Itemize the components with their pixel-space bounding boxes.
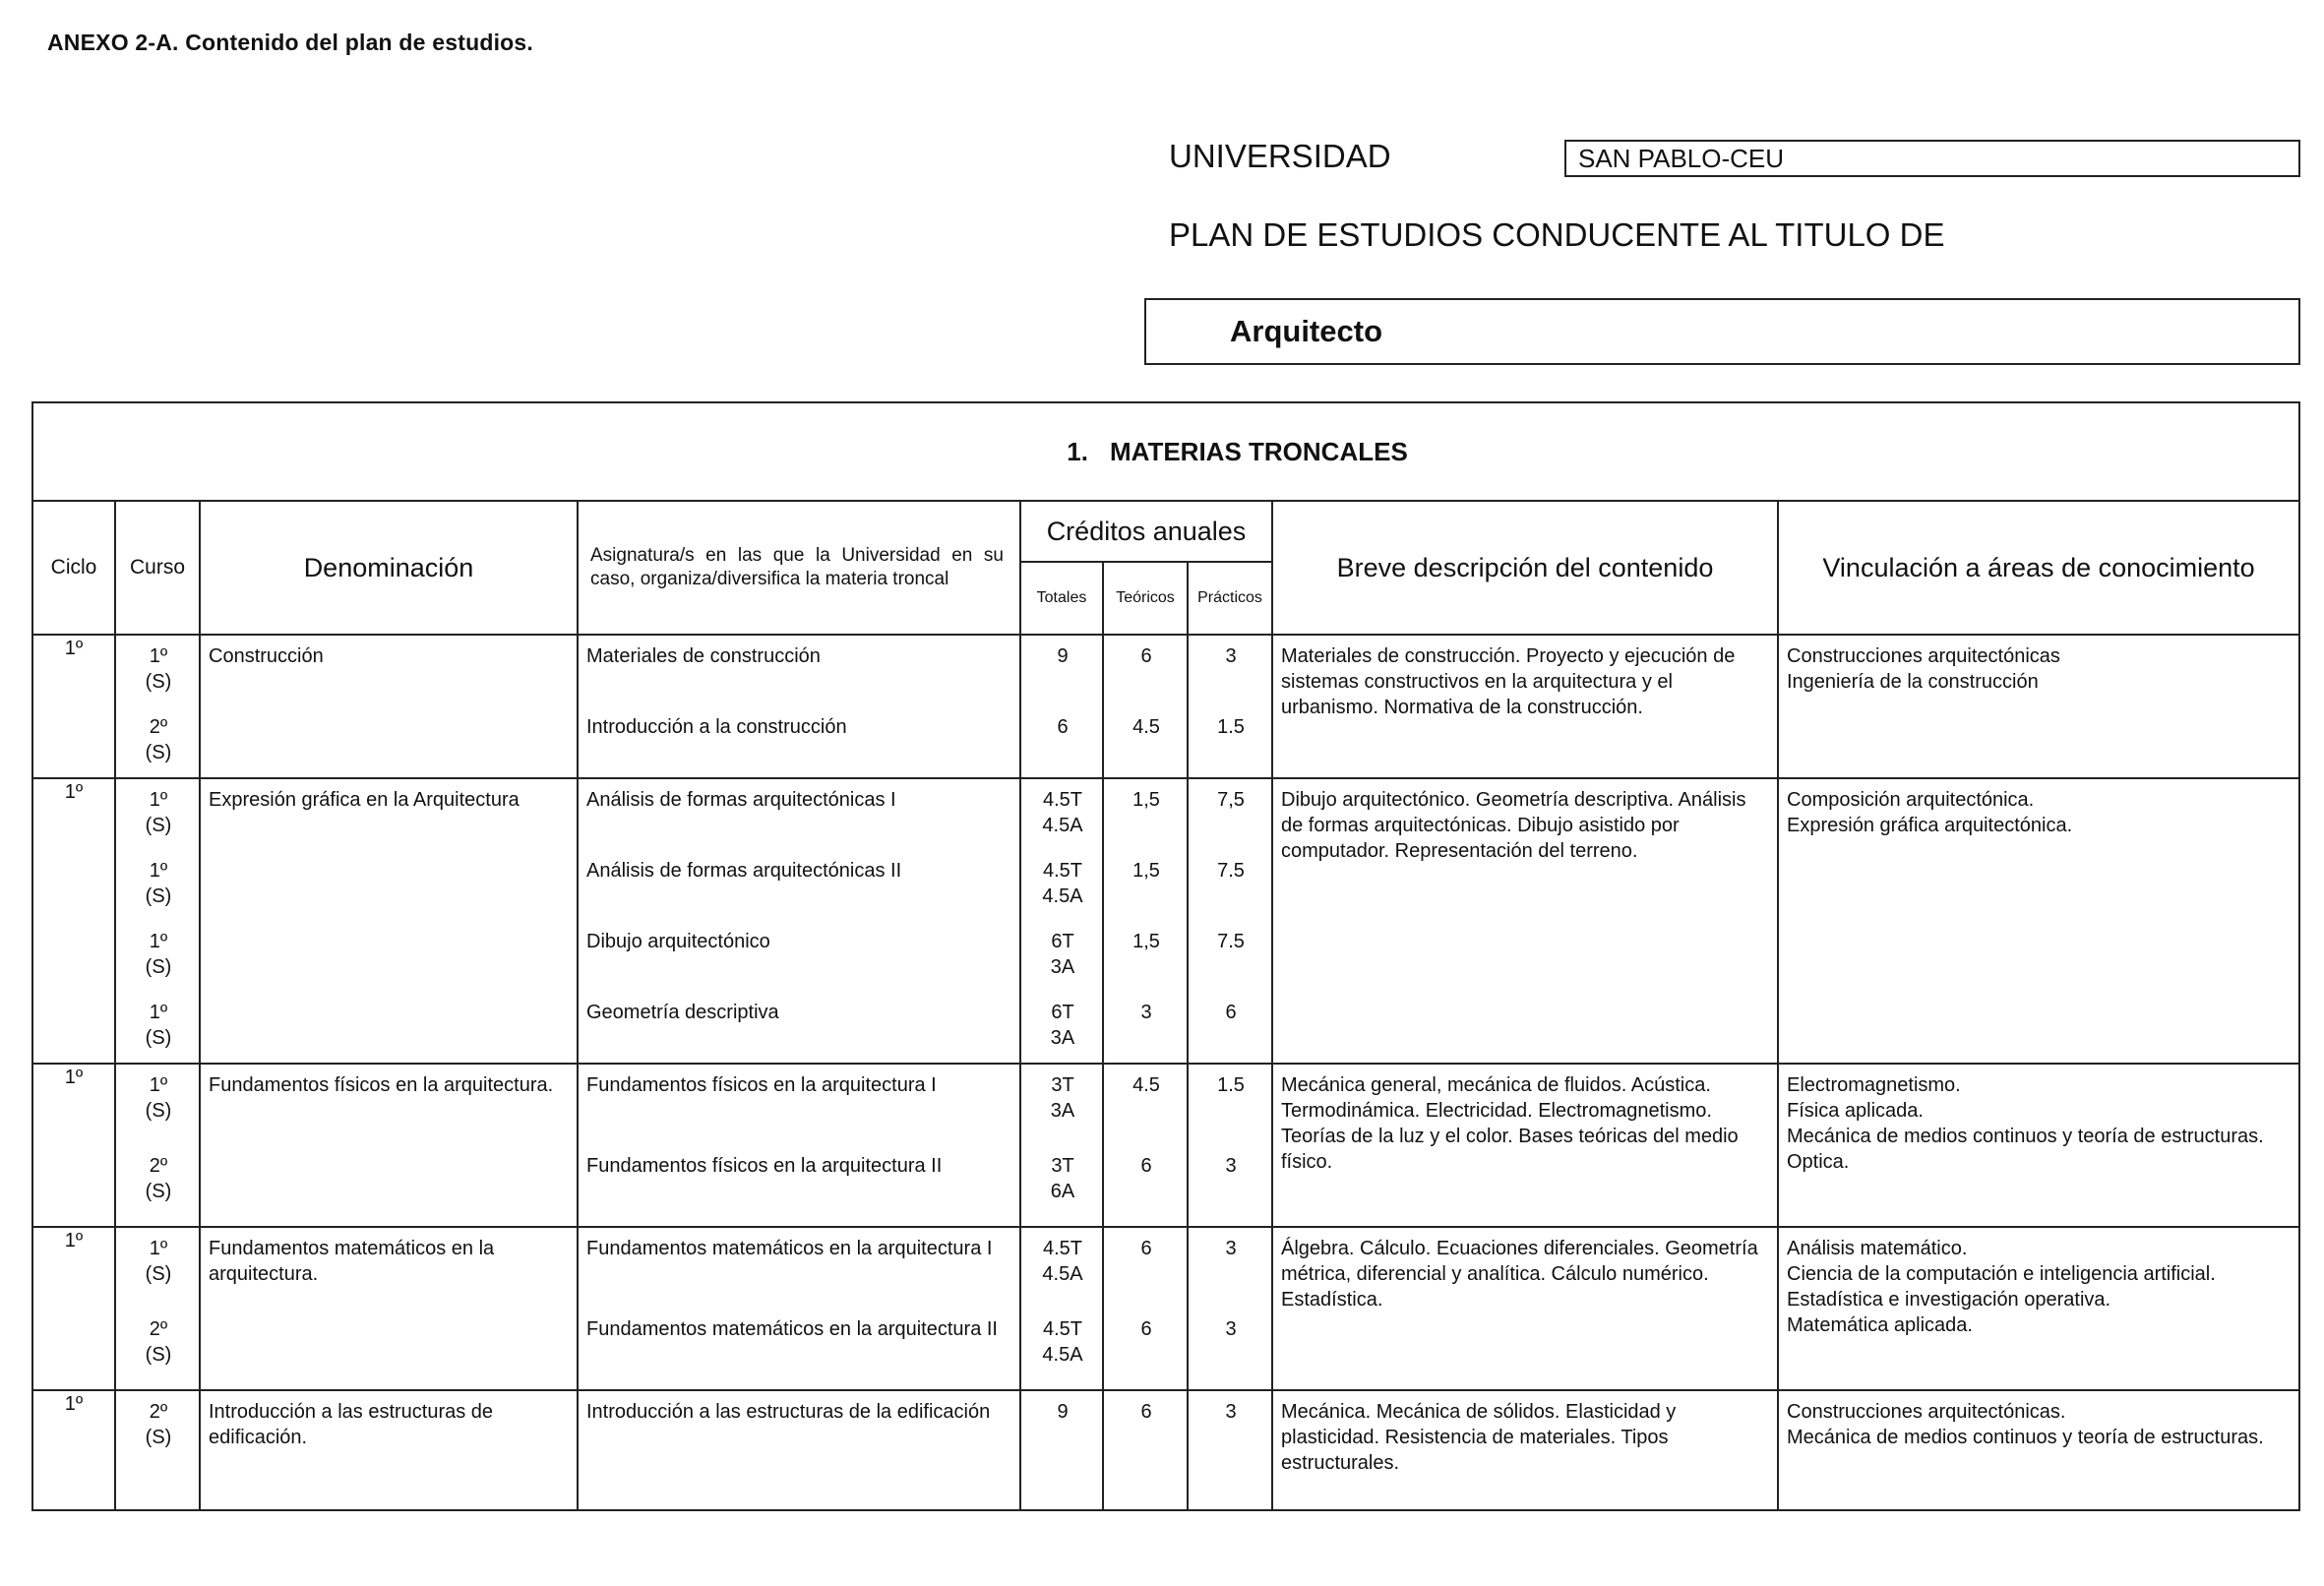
creditos-practicos: 3	[1225, 1401, 1237, 1423]
creditos-practicos-cell	[1188, 778, 1272, 1064]
materia-row	[32, 635, 2299, 778]
creditos-practicos-cell	[1188, 635, 1272, 778]
asignatura-name: Análisis de formas arquitectónicas I	[586, 789, 896, 811]
denominacion-cell: Introducción a las estructuras de edificación.	[200, 1390, 578, 1510]
asignatura-name-cell	[578, 1390, 1020, 1510]
asignatura-name-cell	[578, 1064, 1020, 1227]
descripcion-cell: Dibujo arquitectónico. Geometría descriptiva. Análisis de formas arquitectónicas. Dibujo asistido por computador. Representación del terreno.	[1272, 778, 1778, 1064]
creditos-teoricos: 1,5	[1132, 931, 1160, 952]
curso-value: 1º (S)	[145, 860, 172, 907]
descripcion-cell: Álgebra. Cálculo. Ecuaciones diferenciales. Geometría métrica, diferencial y analítica. Cálculo numérico. Estadística.	[1272, 1227, 1778, 1390]
curso-value: 1º (S)	[145, 645, 172, 693]
ciclo-cell: 1º	[32, 1064, 115, 1227]
creditos-totales: 3T 3A	[1050, 1074, 1075, 1122]
section-number: 1.	[1067, 436, 1088, 466]
creditos-practicos: 7.5	[1217, 931, 1245, 952]
creditos-practicos: 1.5	[1217, 1074, 1245, 1096]
creditos-totales: 4.5T 4.5A	[1042, 1318, 1083, 1366]
asignatura-name: Introducción a las estructuras de la edificación	[586, 1401, 991, 1423]
header-totales: Totales	[1020, 562, 1103, 635]
asignatura-name-cell	[578, 778, 1020, 1064]
ciclo-cell: 1º	[32, 1227, 115, 1390]
creditos-teoricos: 1,5	[1132, 789, 1160, 811]
header-vinculacion: Vinculación a áreas de conocimiento	[1778, 501, 2299, 635]
creditos-practicos: 3	[1225, 645, 1237, 667]
creditos-teoricos: 6	[1140, 1401, 1152, 1423]
vinculacion-cell: Construcciones arquitectónicas Ingeniería de la construcción	[1778, 635, 2299, 778]
creditos-teoricos: 4.5	[1132, 1074, 1160, 1096]
creditos-practicos: 3	[1225, 1238, 1237, 1259]
creditos-practicos: 7,5	[1217, 789, 1245, 811]
materia-row	[32, 1064, 2299, 1227]
descripcion-cell: Materiales de construcción. Proyecto y ejecución de sistemas constructivos en la arquitectura y el urbanismo. Normativa de la construcción.	[1272, 635, 1778, 778]
creditos-totales: 4.5T 4.5A	[1042, 1238, 1083, 1285]
materia-row	[32, 1390, 2299, 1510]
creditos-totales: 3T 6A	[1050, 1155, 1075, 1202]
creditos-practicos: 3	[1225, 1155, 1237, 1177]
plan-label: PLAN DE ESTUDIOS CONDUCENTE AL TITULO DE	[1169, 216, 1945, 253]
creditos-practicos: 3	[1225, 1318, 1237, 1340]
creditos-teoricos: 6	[1140, 1318, 1152, 1340]
creditos-totales: 4.5T 4.5A	[1042, 860, 1083, 907]
creditos-practicos: 7.5	[1217, 860, 1245, 882]
creditos-teoricos: 1,5	[1132, 860, 1160, 882]
materia-row	[32, 778, 2299, 1064]
curso-value: 2º (S)	[145, 1318, 172, 1366]
asignatura-name: Análisis de formas arquitectónicas II	[586, 860, 902, 882]
vinculacion-cell: Composición arquitectónica. Expresión gráfica arquitectónica.	[1778, 778, 2299, 1064]
denominacion-cell: Fundamentos físicos en la arquitectura.	[200, 1064, 578, 1227]
vinculacion-cell: Construcciones arquitectónicas. Mecánica de medios continuos y teoría de estructuras.	[1778, 1390, 2299, 1510]
header-practicos: Prácticos	[1188, 562, 1272, 635]
ciclo-cell: 1º	[32, 1390, 115, 1510]
curso-value: 1º (S)	[145, 1238, 172, 1285]
vinculacion-cell: Electromagnetismo. Física aplicada. Mecánica de medios continuos y teoría de estructuras. Optica.	[1778, 1064, 2299, 1227]
curso-value: 1º (S)	[145, 931, 172, 978]
curso-value-cell	[115, 1064, 200, 1227]
header-asignatura: Asignatura/s en las que la Universidad en su caso, organiza/diversifica la materia troncal	[578, 501, 1020, 635]
universidad-label: UNIVERSIDAD	[1169, 138, 1391, 174]
header-ciclo: Ciclo	[32, 501, 115, 635]
creditos-teoricos-cell	[1103, 1064, 1188, 1227]
creditos-practicos-cell	[1188, 1390, 1272, 1510]
curso-value-cell	[115, 1227, 200, 1390]
descripcion-cell: Mecánica. Mecánica de sólidos. Elasticidad y plasticidad. Resistencia de materiales. Tipos estructurales.	[1272, 1390, 1778, 1510]
creditos-teoricos-cell	[1103, 778, 1188, 1064]
creditos-totales-cell	[1020, 1064, 1103, 1227]
denominacion-cell: Construcción	[200, 635, 578, 778]
header-teoricos: Teóricos	[1103, 562, 1188, 635]
creditos-totales-cell	[1020, 1227, 1103, 1390]
creditos-totales: 4.5T 4.5A	[1042, 789, 1083, 836]
denominacion-cell: Expresión gráfica en la Arquitectura	[200, 778, 578, 1064]
annex-title: ANEXO 2-A. Contenido del plan de estudios.	[47, 30, 533, 55]
header-curso: Curso	[115, 501, 200, 635]
materia-row	[32, 1227, 2299, 1390]
creditos-totales-cell	[1020, 1390, 1103, 1510]
asignatura-name: Materiales de construcción	[586, 645, 821, 667]
asignatura-name: Fundamentos matemáticos en la arquitectura I	[586, 1238, 993, 1259]
creditos-teoricos: 4.5	[1132, 716, 1160, 738]
materias-table	[31, 401, 2300, 1511]
creditos-totales-cell	[1020, 635, 1103, 778]
header-creditos: Créditos anuales	[1020, 501, 1272, 562]
descripcion-cell: Mecánica general, mecánica de fluidos. Acústica. Termodinámica. Electricidad. Electromagnetismo. Teorías de la luz y el color. Bases teóricas del medio físico.	[1272, 1064, 1778, 1227]
creditos-totales: 6	[1057, 716, 1069, 738]
section-header	[32, 402, 2299, 501]
curso-value: 2º (S)	[145, 716, 172, 763]
creditos-teoricos-cell	[1103, 1227, 1188, 1390]
asignatura-name: Introducción a la construcción	[586, 716, 847, 738]
materias-body	[32, 635, 2299, 1510]
creditos-totales: 6T 3A	[1050, 1002, 1075, 1049]
universidad-field: SAN PABLO-CEU	[1564, 140, 2300, 177]
creditos-totales: 9	[1057, 1401, 1069, 1423]
curso-value: 2º (S)	[145, 1155, 172, 1202]
header-descripcion: Breve descripción del contenido	[1272, 501, 1778, 635]
curso-value-cell	[115, 778, 200, 1064]
creditos-totales: 6T 3A	[1050, 931, 1075, 978]
ciclo-cell: 1º	[32, 635, 115, 778]
curso-value: 2º (S)	[145, 1401, 172, 1448]
creditos-teoricos: 6	[1140, 645, 1152, 667]
curso-value: 1º (S)	[145, 1002, 172, 1049]
creditos-teoricos: 6	[1140, 1155, 1152, 1177]
creditos-practicos-cell	[1188, 1064, 1272, 1227]
curso-value: 1º (S)	[145, 789, 172, 836]
asignatura-name: Fundamentos físicos en la arquitectura II	[586, 1155, 943, 1177]
creditos-practicos-cell	[1188, 1227, 1272, 1390]
creditos-teoricos: 6	[1140, 1238, 1152, 1259]
creditos-totales-cell	[1020, 778, 1103, 1064]
curso-value: 1º (S)	[145, 1074, 172, 1122]
header-denominacion: Denominación	[200, 501, 578, 635]
curso-value-cell	[115, 635, 200, 778]
ciclo-cell: 1º	[32, 778, 115, 1064]
asignatura-name: Dibujo arquitectónico	[586, 931, 770, 952]
titulo-field: Arquitecto	[1144, 298, 2300, 365]
creditos-teoricos-cell	[1103, 1390, 1188, 1510]
curso-value-cell	[115, 1390, 200, 1510]
creditos-teoricos: 3	[1140, 1002, 1152, 1023]
creditos-teoricos-cell	[1103, 635, 1188, 778]
vinculacion-cell: Análisis matemático. Ciencia de la computación e inteligencia artificial. Estadística e investigación operativa. Matemática aplicada.	[1778, 1227, 2299, 1390]
creditos-practicos: 6	[1225, 1002, 1237, 1023]
asignatura-name: Fundamentos matemáticos en la arquitectura II	[586, 1318, 998, 1340]
asignatura-name-cell	[578, 1227, 1020, 1390]
asignatura-name: Geometría descriptiva	[586, 1002, 779, 1023]
creditos-practicos: 1.5	[1217, 716, 1245, 738]
asignatura-name-cell	[578, 635, 1020, 778]
denominacion-cell: Fundamentos matemáticos en la arquitectura.	[200, 1227, 578, 1390]
asignatura-name: Fundamentos físicos en la arquitectura I	[586, 1074, 937, 1096]
creditos-totales: 9	[1057, 645, 1069, 667]
section-title: MATERIAS TRONCALES	[1109, 436, 1408, 466]
